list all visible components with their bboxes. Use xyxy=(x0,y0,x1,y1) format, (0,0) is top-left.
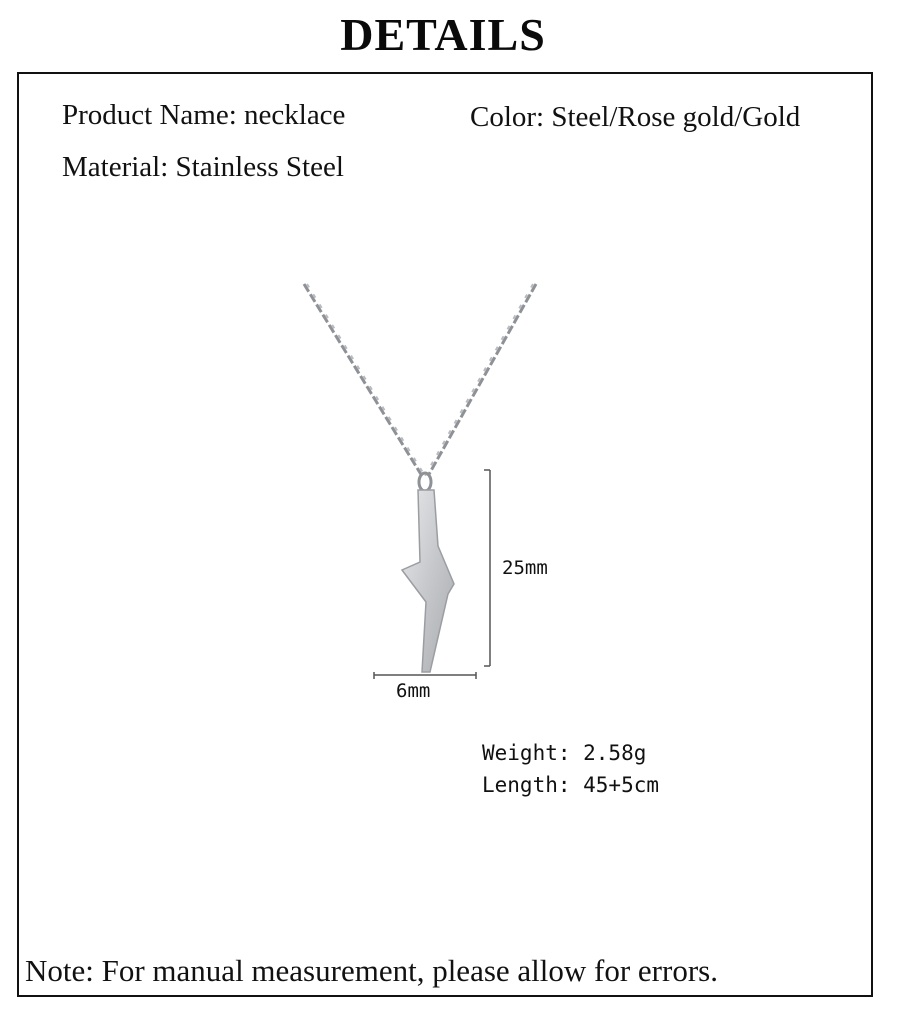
height-dimension-bracket xyxy=(484,470,490,666)
product-name-label: Product Name: necklace xyxy=(62,99,346,131)
bail-ring xyxy=(419,473,431,491)
width-dimension-label: 6mm xyxy=(396,680,431,702)
page-title: DETAILS xyxy=(340,9,546,60)
color-label: Color: Steel/Rose gold/Gold xyxy=(470,101,801,133)
height-dimension-label: 25mm xyxy=(502,557,548,579)
lightning-bolt-necklace-image xyxy=(290,276,600,706)
chain xyxy=(304,284,536,476)
weight-label: Weight: 2.58g xyxy=(482,741,647,765)
material-label: Material: Stainless Steel xyxy=(62,151,344,183)
width-dimension-bracket xyxy=(374,672,476,679)
lightning-bolt-pendant xyxy=(402,490,454,672)
measurement-note: Note: For manual measurement, please allow for errors. xyxy=(25,953,718,988)
length-label: Length: 45+5cm xyxy=(482,773,660,797)
